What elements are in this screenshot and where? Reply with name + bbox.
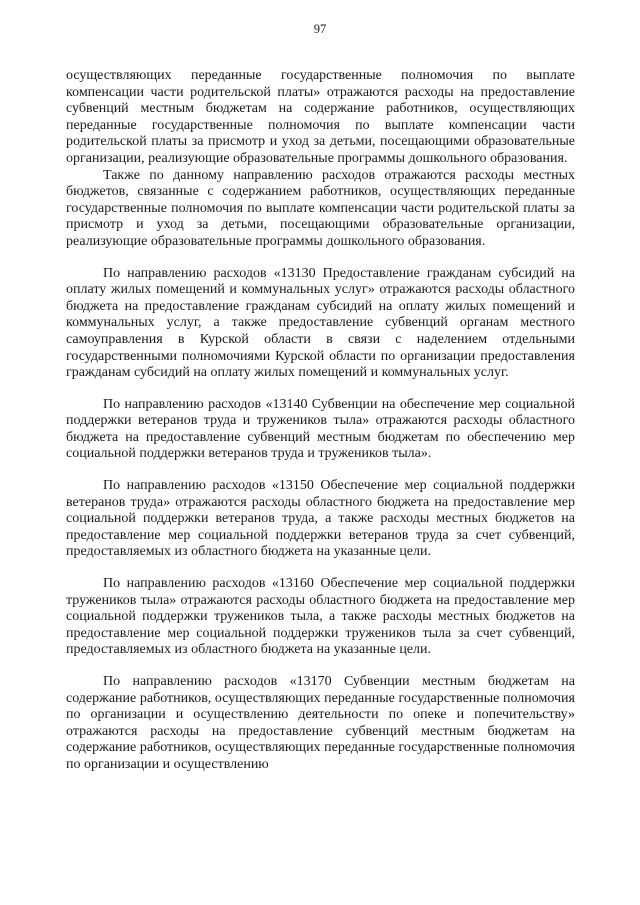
- paragraph-13150: По направлению расходов «13150 Обеспечение мер социальной поддержки ветеранов труда» отражаются расходы областного бюджета на предоставление мер социальной поддержки ветеранов труда, а также расходы местных бюджетов на предоставление мер социальной поддержки ветеранов труда за счет субвенций, предоставляемых из областного бюджета на указанные цели.: [66, 478, 575, 560]
- paragraph-local-budgets: Также по данному направлению расходов отражаются расходы местных бюджетов, связанные с содержанием работников, осуществляющих переданные государственные полномочия по выплате компенсации части родительской платы за присмотр и уход за детьми, посещающими образовательные организации, реализующие образовательные программы дошкольного образования.: [66, 167, 575, 249]
- paragraph-13170: По направлению расходов «13170 Субвенции местным бюджетам на содержание работников, осуществляющих переданные государственные полномочия по организации и осуществлению деятельности по опеке и попечительству» отражаются расходы на предоставление субвенций местным бюджетам на содержание работников, осуществляющих переданные государственные полномочия по организации и осуществлению: [66, 674, 575, 772]
- paragraph-13140: По направлению расходов «13140 Субвенции на обеспечение мер социальной поддержки ветеранов труда и тружеников тыла» отражаются расходы областного бюджета на предоставление субвенций местным бюджетам по обеспечению мер социальной поддержки ветеранов труда и тружеников тыла».: [66, 396, 575, 462]
- paragraph-13130: По направлению расходов «13130 Предоставление гражданам субсидий на оплату жилых помещений и коммунальных услуг» отражаются расходы областного бюджета на предоставление гражданам субсидий на оплату жилых помещений и коммунальных услуг, а также предоставление субвенций органам местного самоуправления в Курской области в связи с наделением отдельными государственными полномочиями Курской области по организации предоставления гражданам субсидий на оплату жилых помещений и коммунальных услуг.: [66, 265, 575, 381]
- page-number: 97: [313, 22, 327, 36]
- paragraph-continuation: осуществляющих переданные государственные полномочия по выплате компенсации части родительской платы» отражаются расходы на предоставление субвенций местным бюджетам на содержание работников, осуществляющих переданные государственные полномочия по выплате компенсации части родительской платы за присмотр и уход за детьми, посещающими образовательные организации, реализующие образовательные программы дошкольного образования.: [66, 68, 575, 166]
- paragraph-13160: По направлению расходов «13160 Обеспечение мер социальной поддержки тружеников тыла» отражаются расходы областного бюджета на предоставление мер социальной поддержки тружеников тыла, а также расходы местных бюджетов на предоставление мер социальной поддержки тружеников тыла за счет субвенций, предоставляемых из областного бюджета на указанные цели.: [66, 576, 575, 658]
- document-body: [66, 68, 575, 774]
